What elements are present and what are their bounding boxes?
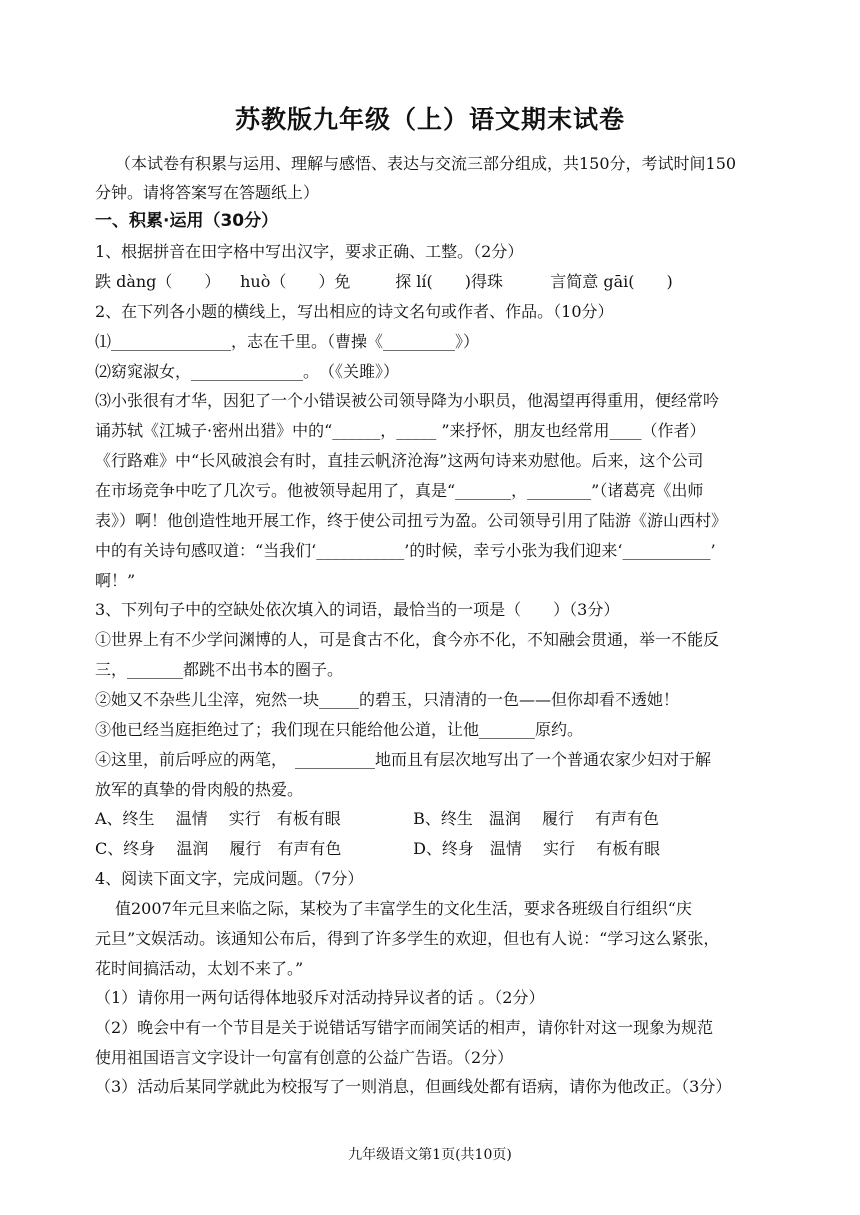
question-4-passage: 元旦”文娱活动。该通知公布后，得到了许多学生的欢迎，但也有人说：“学习这么紧张， (95, 929, 720, 948)
question-3-sentence: 三，_______都跳不出书本的圈子。 (95, 660, 344, 679)
q1-item: 探 lí( )得珠 (395, 272, 503, 291)
question-2: 2、在下列各小题的横线上，写出相应的诗文名句或作者、作品。（10分） (95, 302, 614, 321)
question-2-item-3-line: 表》）啊！他创造性地开展工作，终于使公司扭亏为盈。公司领导引用了陆游《游山西村》 (95, 511, 728, 530)
option-b: B、终生 温润 履行 有声有色 (413, 809, 660, 828)
question-4-sub-2: （2）晚会中有一个节目是关于说错话写错字而闹笑话的相声，请你针对这一现象为规范 (95, 1018, 714, 1037)
question-3-sentence: ④这里，前后呼应的两笔， __________地而且有层次地写出了一个普通农家少妇对于解 (95, 750, 712, 769)
question-4-sub-3: （3）活动后某同学就此为校报写了一则消息，但画线处都有语病，请你为他改正。（3分） (95, 1077, 732, 1096)
section-heading-1: 一、积累·运用（30分） (95, 211, 279, 231)
question-4: 4、阅读下面文字，完成问题。（7分） (95, 869, 364, 888)
question-2-item-3-line: 中的有关诗句感叹道：“当我们‘___________’的时候，幸亏小张为我们迎来‘___________’ (95, 541, 716, 560)
question-3-options-row-2 (95, 839, 775, 859)
question-3-options-row-1 (95, 809, 775, 829)
page-title: 苏教版九年级（上）语文期末试卷 (234, 105, 625, 134)
option-a: A、终生 温情 实行 有板有眼 (95, 809, 341, 828)
question-3: 3、下列句子中的空缺处依次填入的词语，最恰当的一项是（ ）（3分） (95, 600, 620, 619)
question-3-sentence: ③他已经当庭拒绝过了；我们现在只能给他公道，让他_______原约。 (95, 720, 584, 739)
question-2-item-3-line: 啊！” (95, 571, 136, 590)
intro-line-2: 分钟。请将答案写在答题纸上） (95, 183, 320, 202)
question-4-sub-1: （1）请你用一两句话得体地驳斥对活动持异议者的话 。（2分） (95, 988, 545, 1007)
question-2-item-3-line: 《行路难》中“长风破浪会有时，直挂云帆济沧海”这两句诗来劝慰他。后来，这个公司 (95, 451, 704, 470)
question-2-item-3-line: ⑶小张很有才华，因犯了一个小错误被公司领导降为小职员，他渴望再得重用，便经常吟 (95, 391, 720, 410)
question-1: 1、根据拼音在田字格中写出汉字，要求正确、工整。（2分） (95, 242, 524, 261)
question-2-item-1: ⑴_______________，志在千里。（曹操《_________》） (95, 332, 480, 351)
question-3-sentence: ②她又不杂些儿尘滓，宛然一块_____的碧玉，只清清的一色——但你却看不透她！ (95, 690, 680, 709)
intro-line-1: （本试卷有积累与运用、理解与感悟、表达与交流三部分组成，共150分，考试时间150 (115, 154, 737, 173)
question-2-item-2: ⑵窈窕淑女，______________。 （《关雎》） (95, 362, 400, 381)
question-4-passage: 花时间搞活动，太划不来了。” (95, 959, 304, 978)
option-d: D、终身 温情 实行 有板有眼 (413, 839, 661, 858)
question-3-sentence: ①世界上有不少学问渊博的人，可是食古不化，食今亦不化，不知融会贯通，举一不能反 (95, 630, 720, 649)
question-4-passage: 值2007年元旦来临之际，某校为了丰富学生的文化生活，要求各班级自行组织“庆 (115, 899, 692, 918)
question-2-item-3-line: 诵苏轼《江城子·密州出猎》中的“______，_____ ”来抒怀，朋友也经常用____（作者） (95, 421, 706, 440)
q1-item: 跌 dàng（ ） (95, 272, 221, 291)
question-1-items (95, 272, 775, 292)
q1-item: huò（ ）免 (240, 272, 351, 291)
question-3-sentence: 放军的真挚的骨肉般的热爱。 (95, 780, 304, 799)
option-c: C、终身 温润 履行 有声有色 (95, 839, 342, 858)
question-2-item-3-line: 在市场竞争中吃了几次亏。他被领导起用了，真是“_______，________”（诸葛亮《出师 (95, 481, 704, 500)
q1-item: 言简意 gāi( ) (550, 272, 673, 291)
question-4-sub-2-cont: 使用祖国语言文字设计一句富有创意的公益广告语。（2分） (95, 1048, 514, 1067)
page-footer: 九年级语文第1页(共10页) (348, 1147, 512, 1163)
